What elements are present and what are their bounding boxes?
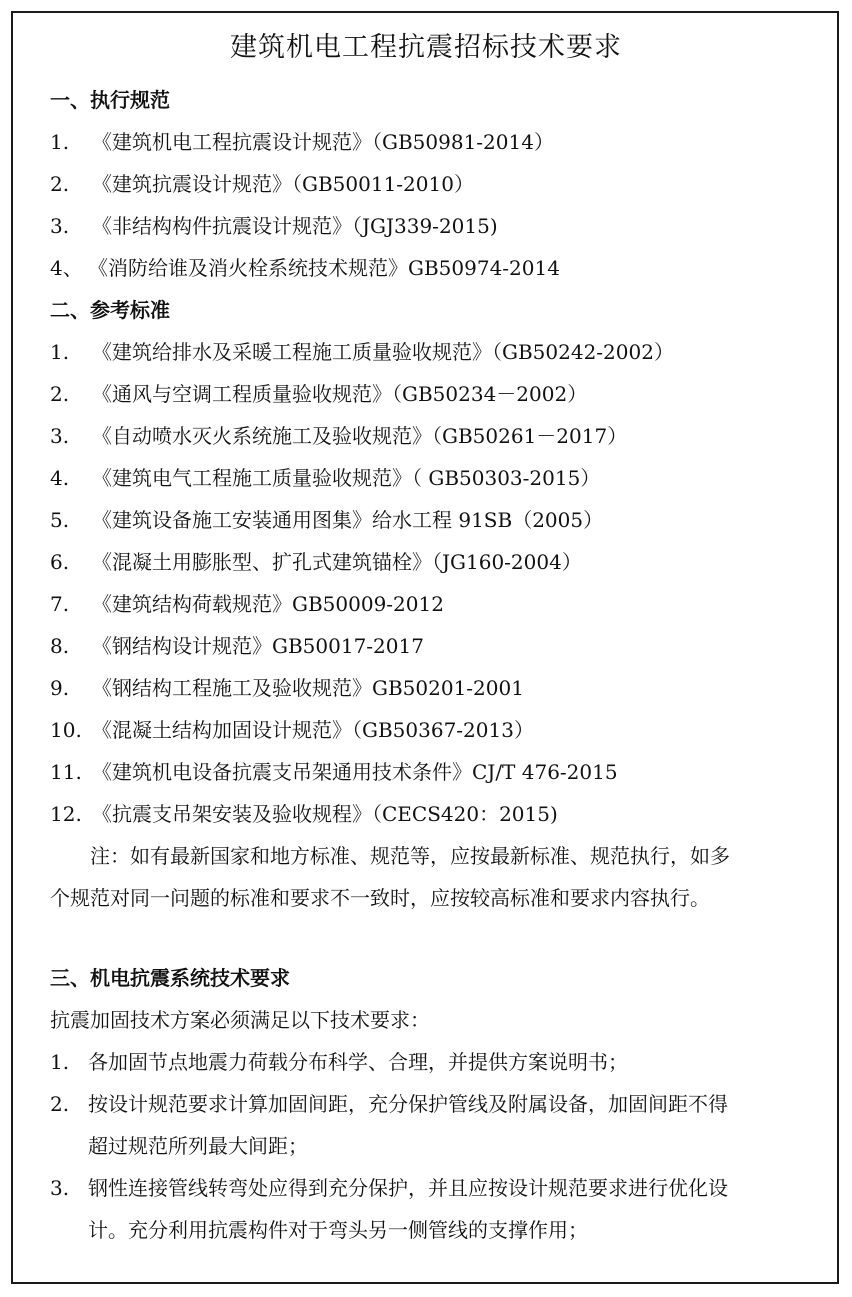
requirement-item [50, 1174, 728, 1202]
item-number: 9. [50, 676, 70, 700]
item-text: 《建筑电气工程施工质量验收规范》（ GB50303-2015） [92, 466, 601, 490]
item-number: 4、 [50, 256, 83, 280]
list-item [50, 380, 587, 408]
list-item [50, 758, 618, 786]
list-item [50, 506, 603, 534]
list-item [50, 212, 498, 240]
list-item [50, 716, 534, 744]
note-line-2: 个规范对同一问题的标准和要求不一致时，应按较高标准和要求内容执行。 [50, 886, 710, 910]
item-number: 1. [50, 340, 70, 364]
item-text: 《抗震支吊架安装及验收规程》（CECS420：2015) [92, 802, 558, 826]
item-text: 《非结构构件抗震设计规范》（JGJ339-2015) [92, 214, 498, 238]
item-number: 8. [50, 634, 70, 658]
item-text: 《建筑设备施工安装通用图集》给水工程 91SB（2005） [92, 508, 604, 532]
item-text: 《建筑给排水及采暖工程施工质量验收规范》（GB50242-2002） [92, 340, 674, 364]
section-3-intro: 抗震加固技术方案必须满足以下技术要求： [50, 1008, 430, 1032]
requirement-item [50, 1090, 728, 1118]
list-item [50, 128, 554, 156]
list-item [50, 632, 424, 660]
item-number: 4. [50, 466, 70, 490]
section-2-heading: 二、参考标准 [50, 298, 170, 322]
item-text: 《钢结构设计规范》GB50017-2017 [92, 634, 424, 658]
item-text: 《自动喷水灭火系统施工及验收规范》（GB50261－2017） [92, 424, 628, 448]
requirement-item-continuation: 超过规范所列最大间距； [88, 1134, 308, 1158]
item-number: 2. [50, 172, 70, 196]
item-text: 《建筑机电设备抗震支吊架通用技术条件》CJ/T 476-2015 [92, 760, 618, 784]
list-item [50, 800, 558, 828]
item-number: 3. [50, 424, 70, 448]
section-3-heading: 三、机电抗震系统技术要求 [50, 966, 290, 990]
item-text: 钢性连接管线转弯处应得到充分保护，并且应按设计规范要求进行优化设 [88, 1176, 728, 1200]
note-line-1: 注：如有最新国家和地方标准、规范等，应按最新标准、规范执行，如多 [90, 844, 730, 868]
list-item [50, 422, 627, 450]
item-number: 6. [50, 550, 70, 574]
item-number: 11. [50, 760, 82, 784]
item-number: 10. [50, 718, 82, 742]
list-item [50, 674, 524, 702]
item-number: 3. [50, 1176, 70, 1200]
requirement-item-continuation: 计。充分利用抗震构件对于弯头另一侧管线的支撑作用； [88, 1218, 588, 1242]
item-text: 《混凝土用膨胀型、扩孔式建筑锚栓》（JG160-2004） [92, 550, 582, 574]
item-text: 《通风与空调工程质量验收规范》（GB50234－2002） [92, 382, 588, 406]
list-item [50, 338, 674, 366]
item-number: 1. [50, 130, 70, 154]
item-number: 1. [50, 1050, 70, 1074]
item-text: 《钢结构工程施工及验收规范》GB50201-2001 [92, 676, 524, 700]
item-number: 5. [50, 508, 70, 532]
item-text: 《消防给谁及消火栓系统技术规范》GB50974-2014 [88, 256, 560, 280]
item-number: 2. [50, 1092, 70, 1116]
item-number: 7. [50, 592, 70, 616]
item-text: 《建筑机电工程抗震设计规范》（GB50981-2014） [92, 130, 554, 154]
item-number: 12. [50, 802, 82, 826]
item-text: 《建筑抗震设计规范》（GB50011-2010） [92, 172, 474, 196]
item-text: 《建筑结构荷载规范》GB50009-2012 [92, 592, 444, 616]
list-item [50, 170, 474, 198]
item-text: 各加固节点地震力荷载分布科学、合理，并提供方案说明书； [88, 1050, 628, 1074]
section-1-heading: 一、执行规范 [50, 88, 170, 112]
document-title: 建筑机电工程抗震招标技术要求 [230, 32, 622, 63]
item-number: 3. [50, 214, 70, 238]
item-text: 《混凝土结构加固设计规范》（GB50367-2013） [92, 718, 534, 742]
requirement-item [50, 1048, 628, 1076]
list-item [50, 464, 600, 492]
item-number: 2. [50, 382, 70, 406]
list-item [50, 590, 444, 618]
list-item [50, 548, 582, 576]
item-text: 按设计规范要求计算加固间距，充分保护管线及附属设备，加固间距不得 [88, 1092, 728, 1116]
list-item [50, 254, 560, 282]
